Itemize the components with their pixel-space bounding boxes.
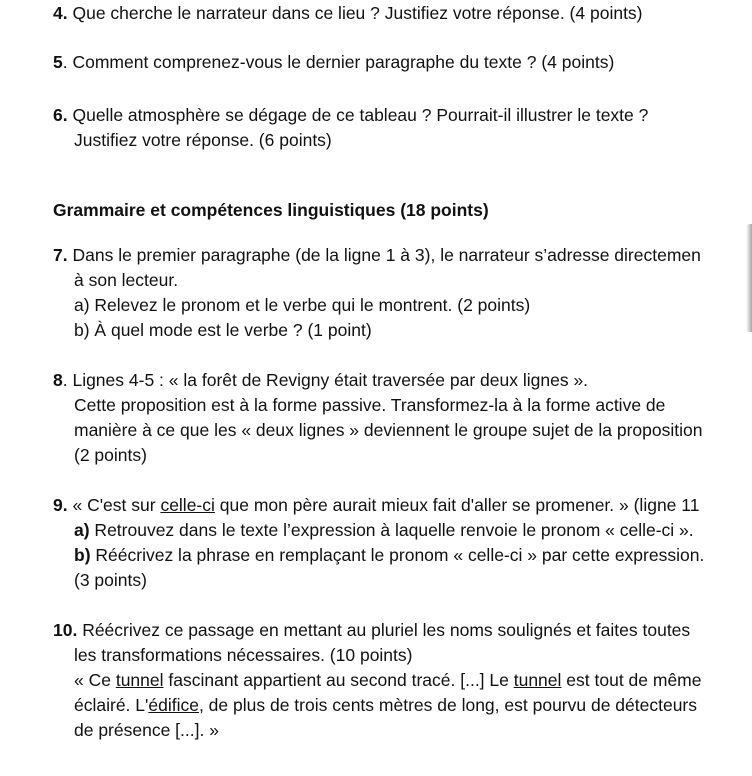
question-text: . Comment comprenez-vous le dernier paragraphe du texte ? (4 points) bbox=[62, 52, 615, 72]
question-text-line-2: Justifiez votre réponse. (6 points) bbox=[74, 130, 332, 150]
underlined-pronoun: celle-ci bbox=[160, 495, 215, 515]
question-9 bbox=[53, 493, 704, 593]
question-text-line-3: manière à ce que les « deux lignes » deviennent le groupe sujet de la proposition bbox=[74, 420, 703, 440]
passage-text: « Ce bbox=[74, 670, 116, 690]
question-text: Que cherche le narrateur dans ce lieu ? Justifiez votre réponse. (4 points) bbox=[72, 3, 643, 23]
question-number: 7. bbox=[53, 245, 68, 265]
sub-question-b: b) À quel mode est le verbe ? (1 point) bbox=[74, 320, 372, 340]
question-number: 6. bbox=[53, 105, 68, 125]
question-text-line-1: . Lignes 4-5 : « la forêt de Revigny était traversée par deux lignes ». bbox=[62, 370, 589, 390]
question-text-line-2: Cette proposition est à la forme passive. Transformez-la à la forme active de bbox=[74, 395, 666, 415]
quote-start: « C'est sur bbox=[72, 495, 161, 515]
question-number: 5 bbox=[53, 52, 63, 72]
passage-text: éclairé. L' bbox=[74, 695, 149, 715]
sub-question-a: a) Relevez le pronom et le verbe qui le montrent. (2 points) bbox=[74, 295, 531, 315]
passage-line-3: de présence [...]. » bbox=[74, 720, 219, 740]
passage-text: fascinant appartient au second tracé. [...] Le bbox=[163, 670, 514, 690]
question-text-line-2: à son lecteur. bbox=[74, 270, 179, 290]
question-points: (2 points) bbox=[74, 445, 147, 465]
question-7 bbox=[53, 243, 701, 343]
page-edge-shadow bbox=[746, 224, 752, 332]
passage-line-2 bbox=[53, 693, 702, 718]
question-number: 10. bbox=[53, 620, 78, 640]
sub-question-a-text: Retrouvez dans le texte l’expression à laquelle renvoie le pronom « celle-ci ». bbox=[89, 520, 694, 540]
underlined-noun: édifice bbox=[148, 695, 199, 715]
question-points: (3 points) bbox=[74, 570, 147, 590]
question-8 bbox=[53, 368, 702, 468]
question-number: 9. bbox=[53, 495, 68, 515]
question-number: 4. bbox=[53, 3, 68, 23]
passage-text: est tout de même bbox=[561, 670, 702, 690]
underlined-noun: tunnel bbox=[115, 670, 164, 690]
question-text-line-1: Dans le premier paragraphe (de la ligne 1 à 3), le narrateur s’adresse directemen bbox=[72, 245, 701, 265]
question-text-line-1: Réécrivez ce passage en mettant au pluriel les noms soulignés et faites toutes bbox=[77, 620, 691, 640]
question-6 bbox=[53, 103, 648, 153]
quote-end: que mon père aurait mieux fait d'aller se promener. » (ligne 11 bbox=[214, 495, 700, 515]
question-5 bbox=[53, 50, 614, 75]
question-text-line-2: les transformations nécessaires. (10 points) bbox=[74, 645, 413, 665]
passage-text: , de plus de trois cents mètres de long, est pourvu de détecteurs bbox=[198, 695, 698, 715]
sub-question-b-text: Réécrivez la phrase en remplaçant le pronom « celle-ci » par cette expression. bbox=[90, 545, 705, 565]
question-4 bbox=[53, 1, 643, 26]
sub-question-a-label: a) bbox=[74, 520, 90, 540]
underlined-noun: tunnel bbox=[513, 670, 562, 690]
section-heading: Grammaire et compétences linguistiques (18 points) bbox=[53, 200, 489, 220]
sub-question-b-label: b) bbox=[74, 545, 91, 565]
question-text-line-1: Quelle atmosphère se dégage de ce tableau ? Pourrait-il illustrer le texte ? bbox=[72, 105, 649, 125]
question-number: 8 bbox=[53, 370, 63, 390]
passage-line-1 bbox=[53, 668, 702, 693]
question-10 bbox=[53, 618, 702, 743]
